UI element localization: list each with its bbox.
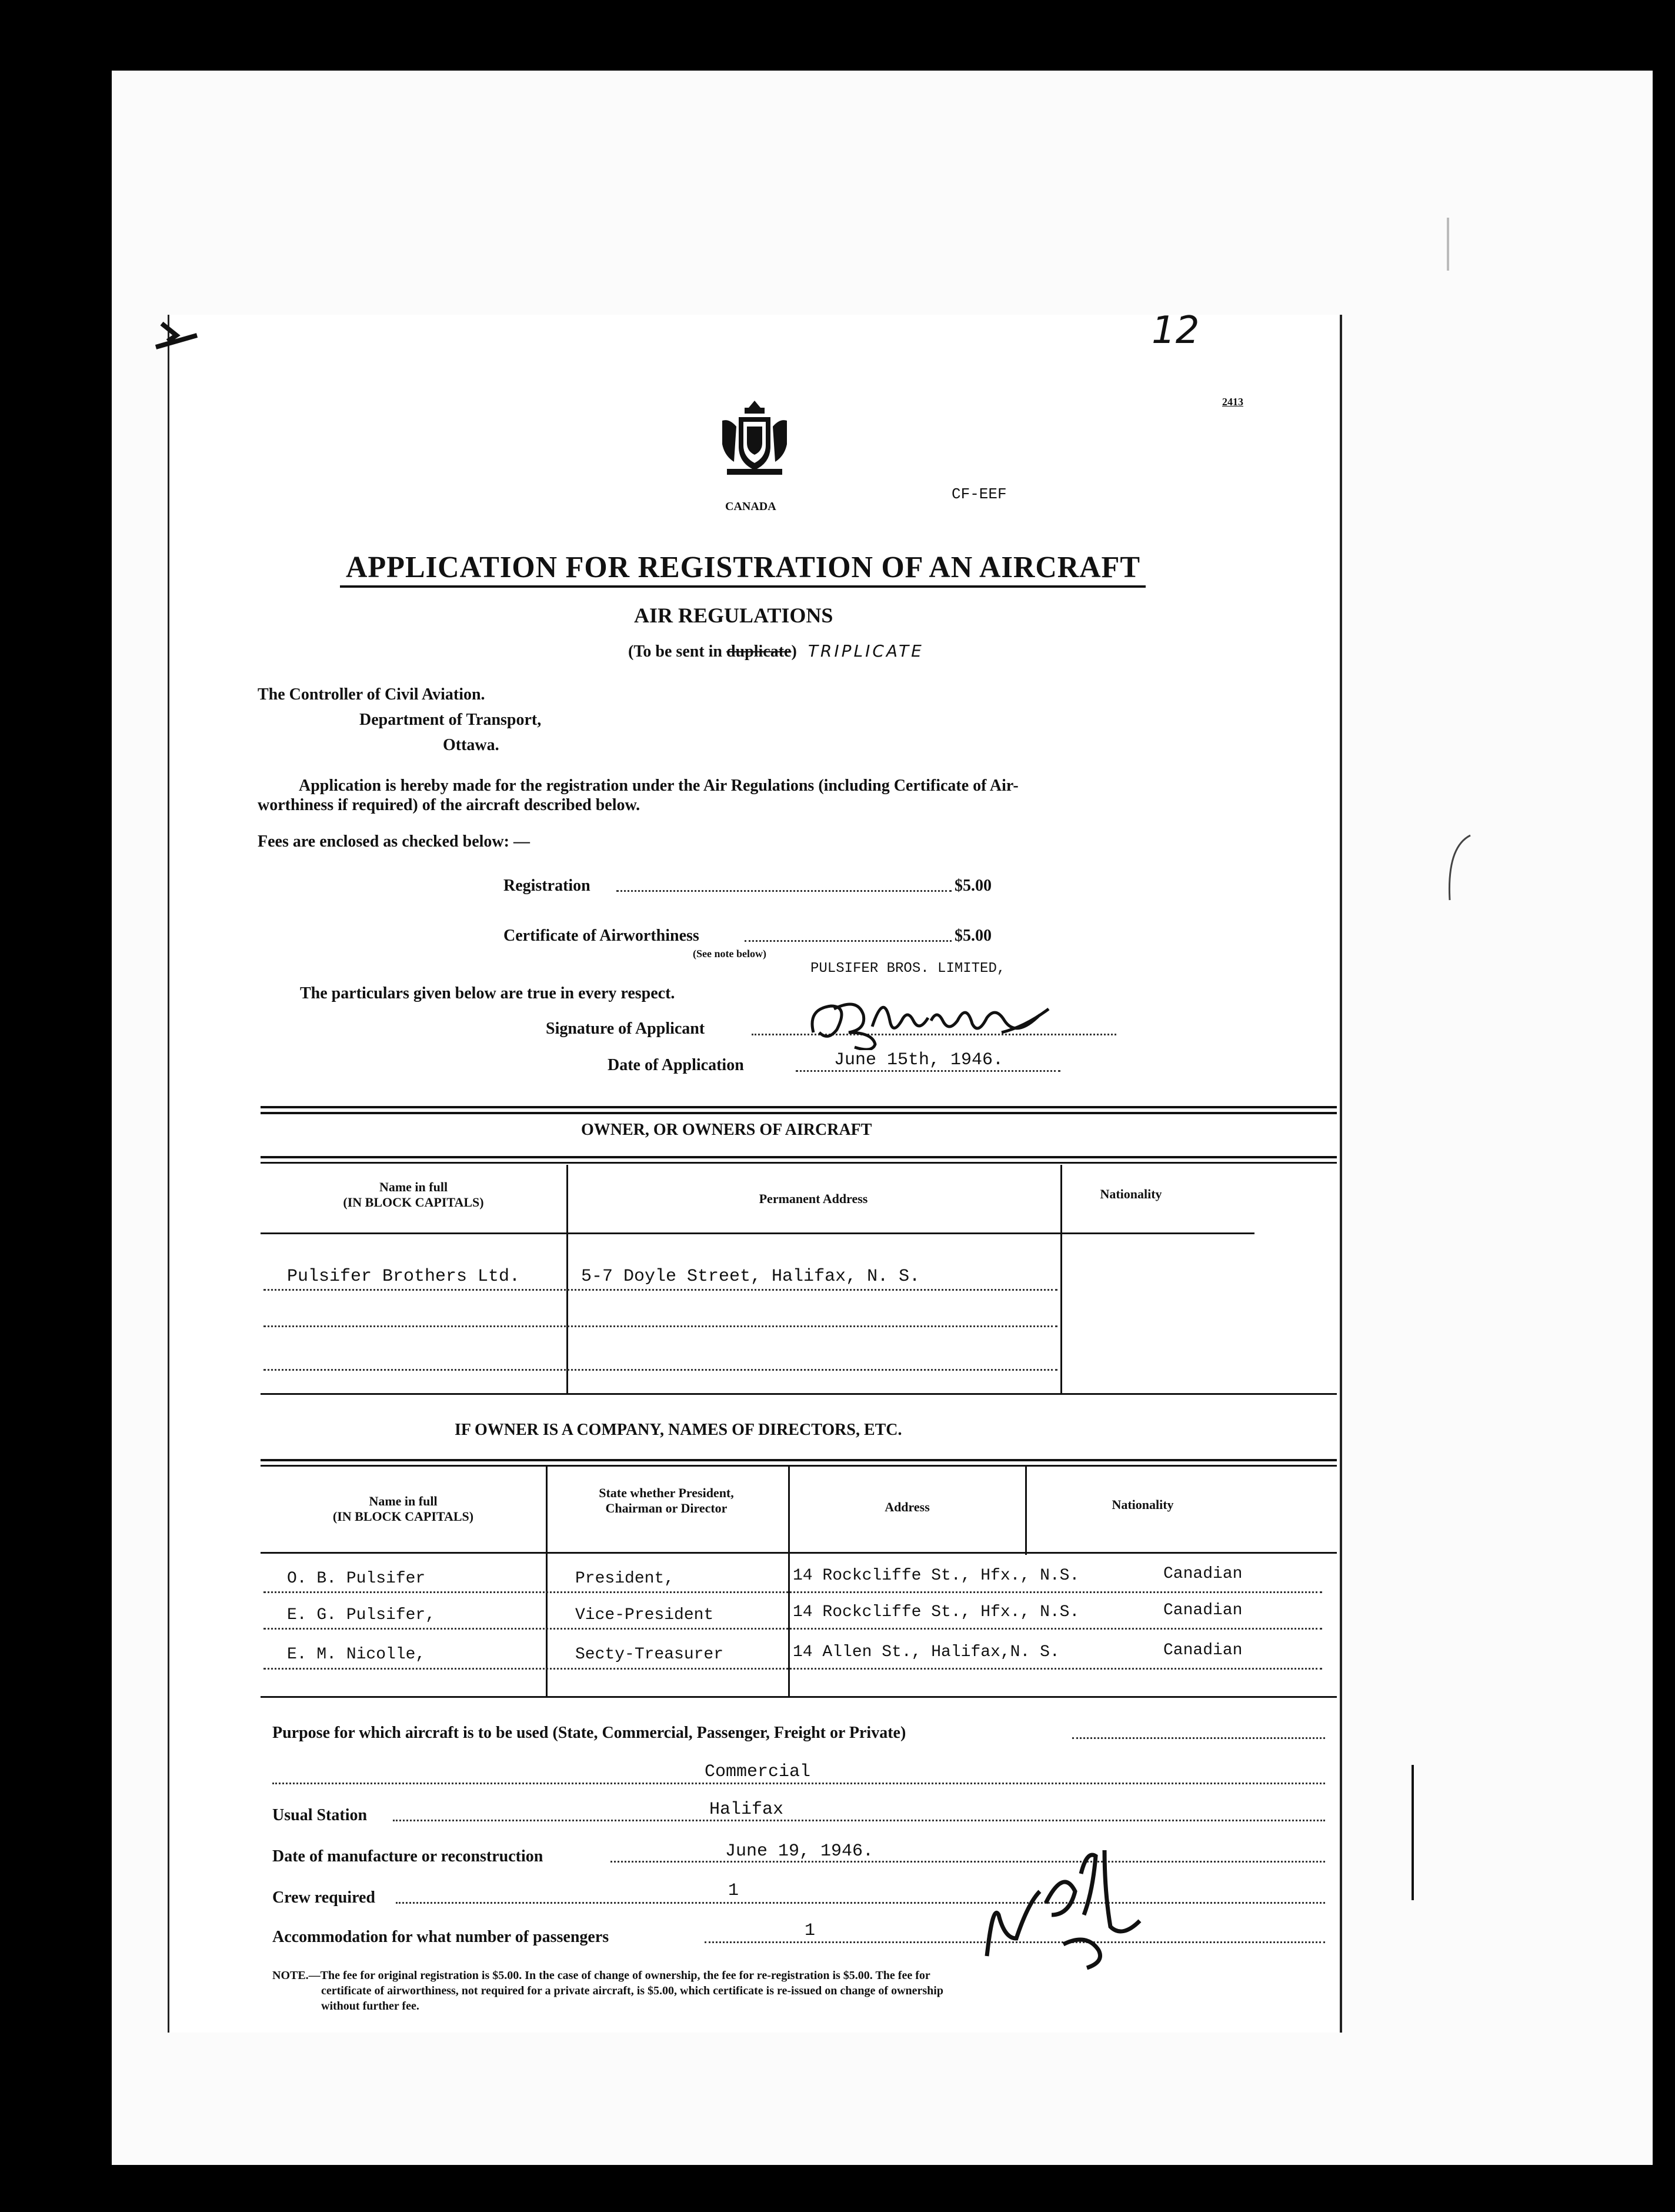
director-row-1-line [263,1591,1322,1593]
directors-col-nationality: Nationality [1112,1497,1174,1512]
form-number: 2413 [1222,396,1243,408]
scan-line-right [1412,1765,1414,1900]
owners-col-divider-2 [1060,1165,1062,1394]
scan-mark-right-icon [1441,830,1476,909]
director-row-2-line [263,1628,1322,1630]
directors-col-divider-2 [788,1467,790,1696]
purpose-value-line [272,1783,1325,1784]
directors-col-role [549,1485,784,1516]
directors-col-name [263,1494,543,1524]
owners-col-name-line-1: Name in full [379,1180,448,1194]
owners-top-rule-2 [261,1112,1337,1114]
form-subtitle: AIR REGULATIONS [634,604,833,627]
sent-in-prefix: (To be sent in [628,642,723,661]
owners-col-name-line-2: (IN BLOCK CAPITALS) [343,1195,484,1210]
fee-airworthiness-note: (See note below) [693,948,766,960]
director-row-3-name: E. M. Nicolle, [287,1645,426,1664]
directors-col-divider-1 [546,1467,548,1696]
directors-col-divider-3 [1025,1467,1027,1555]
director-row-1-role: President, [575,1570,675,1588]
page-number: 12 [1152,309,1200,352]
scanned-page [112,71,1653,2165]
director-row-1-name: O. B. Pulsifer [287,1570,426,1588]
director-row-3-nationality: Canadian [1163,1641,1243,1660]
director-row-2-address: 14 Rockcliffe St., Hfx., N.S. [793,1603,1080,1621]
owner-row-1-name: Pulsifer Brothers Ltd. [287,1267,520,1287]
directors-col-name-line-1: Name in full [369,1494,438,1508]
manufacture-leader [610,1861,1325,1863]
fee-registration-leader [616,890,952,892]
passengers-label: Accommodation for what number of passengers [272,1928,609,1946]
directors-header-bottom-rule [261,1552,1337,1554]
owner-row-1-address: 5-7 Doyle Street, Halifax, N. S. [581,1267,920,1287]
application-statement-2: worthiness if required) of the aircraft described below. [258,796,640,814]
note-line-3: without further fee. [321,2000,419,2013]
manufacture-label: Date of manufacture or reconstruction [272,1847,543,1865]
director-row-2-role: Vice-President [575,1606,714,1624]
country-label: CANADA [725,500,776,513]
purpose-leader [1072,1737,1325,1739]
date-leader [796,1070,1060,1072]
directors-bottom-rule [261,1696,1337,1698]
addressee-line-2: Department of Transport, [359,711,542,729]
addressee-line-1: The Controller of Civil Aviation. [258,685,485,704]
owners-top-rule-1 [261,1106,1337,1108]
purpose-label: Purpose for which aircraft is to be used (State, Commercial, Passenger, Freight or Private) [272,1724,906,1742]
signature-label: Signature of Applicant [546,1020,705,1038]
director-row-1-address: 14 Rockcliffe St., Hfx., N.S. [793,1567,1080,1585]
coat-of-arms-icon [716,397,793,488]
passengers-value: 1 [805,1921,816,1941]
fee-airworthiness-amount: $5.00 [955,927,992,945]
fee-registration-label: Registration [503,877,590,895]
applicant-signature [802,997,1107,1053]
form-title: APPLICATION FOR REGISTRATION OF AN AIRCRAFT [346,551,1140,584]
fee-registration-amount: $5.00 [955,877,992,895]
title-underline [340,585,1146,588]
owners-col-name [263,1180,563,1210]
scan-bracket-right [1447,218,1449,271]
director-row-3-line [263,1668,1322,1670]
owners-col-address: Permanent Address [759,1191,868,1206]
directors-col-address: Address [885,1500,930,1514]
fee-airworthiness-leader [745,940,952,942]
sent-in-suffix: ) [791,642,797,661]
sent-in-line [628,641,924,661]
director-row-1-nationality: Canadian [1163,1565,1243,1583]
directors-col-role-line-1: State whether President, [599,1485,734,1500]
director-row-3-address: 14 Allen St., Halifax,N. S. [793,1643,1060,1661]
addressee-line-3: Ottawa. [443,736,499,754]
owners-bottom-rule [261,1393,1337,1395]
applicant-company: PULSIFER BROS. LIMITED, [810,961,1006,977]
handwritten-initials [975,1838,1152,1977]
owners-heading: OWNER, OR OWNERS OF AIRCRAFT [581,1121,872,1139]
date-label: Date of Application [608,1056,744,1074]
purpose-value: Commercial [705,1762,811,1782]
director-row-2-nationality: Canadian [1163,1601,1243,1620]
note-line-1: NOTE.—The fee for original registration is $5.00. In the case of change of ownership, the fee for re-registration is $5.00. The fee for [272,1969,930,1982]
crew-value: 1 [728,1881,739,1901]
crew-label: Crew required [272,1888,375,1907]
sent-in-struck: duplicate [726,642,792,661]
owners-header-rule-1 [261,1156,1337,1158]
date-value: June 15th, 1946. [834,1050,1004,1070]
application-statement-1: Application is hereby made for the registration under the Air Regulations (including Certificate of Air- [299,777,1019,795]
directors-top-rule-2 [261,1465,1337,1467]
owners-header-rule-2 [261,1162,1337,1164]
station-leader [393,1820,1325,1821]
directors-top-rule-1 [261,1459,1337,1461]
manufacture-value: June 19, 1946. [725,1841,874,1861]
owners-col-divider-1 [566,1165,568,1394]
owner-row-1-line [263,1289,1057,1291]
owner-row-2-line [263,1325,1057,1327]
sent-in-handwritten: TRIPLICATE [808,641,924,661]
owners-header-bottom-rule [261,1232,1254,1234]
fee-airworthiness-label: Certificate of Airworthiness [503,927,699,945]
application-form [168,309,1342,2033]
directors-heading: IF OWNER IS A COMPANY, NAMES OF DIRECTORS, ETC. [455,1421,902,1439]
scan-mark-left-icon [150,318,203,356]
directors-col-role-line-2: Chairman or Director [605,1501,728,1515]
station-label: Usual Station [272,1806,368,1824]
station-value: Halifax [709,1800,784,1820]
owners-col-nationality: Nationality [1100,1187,1162,1201]
fees-heading: Fees are enclosed as checked below: — [258,832,530,851]
directors-col-name-line-2: (IN BLOCK CAPITALS) [332,1509,474,1524]
crew-leader [396,1902,1325,1904]
owner-row-3-line [263,1369,1057,1371]
note-line-2: certificate of airworthiness, not required for a private aircraft, is $5.00, which certificate is re-issued on change of ownership [321,1984,943,1997]
registration-mark: CF-EEF [952,485,1007,503]
director-row-2-name: E. G. Pulsifer, [287,1606,436,1624]
director-row-3-role: Secty-Treasurer [575,1645,724,1664]
particulars-statement: The particulars given below are true in every respect. [300,984,675,1002]
